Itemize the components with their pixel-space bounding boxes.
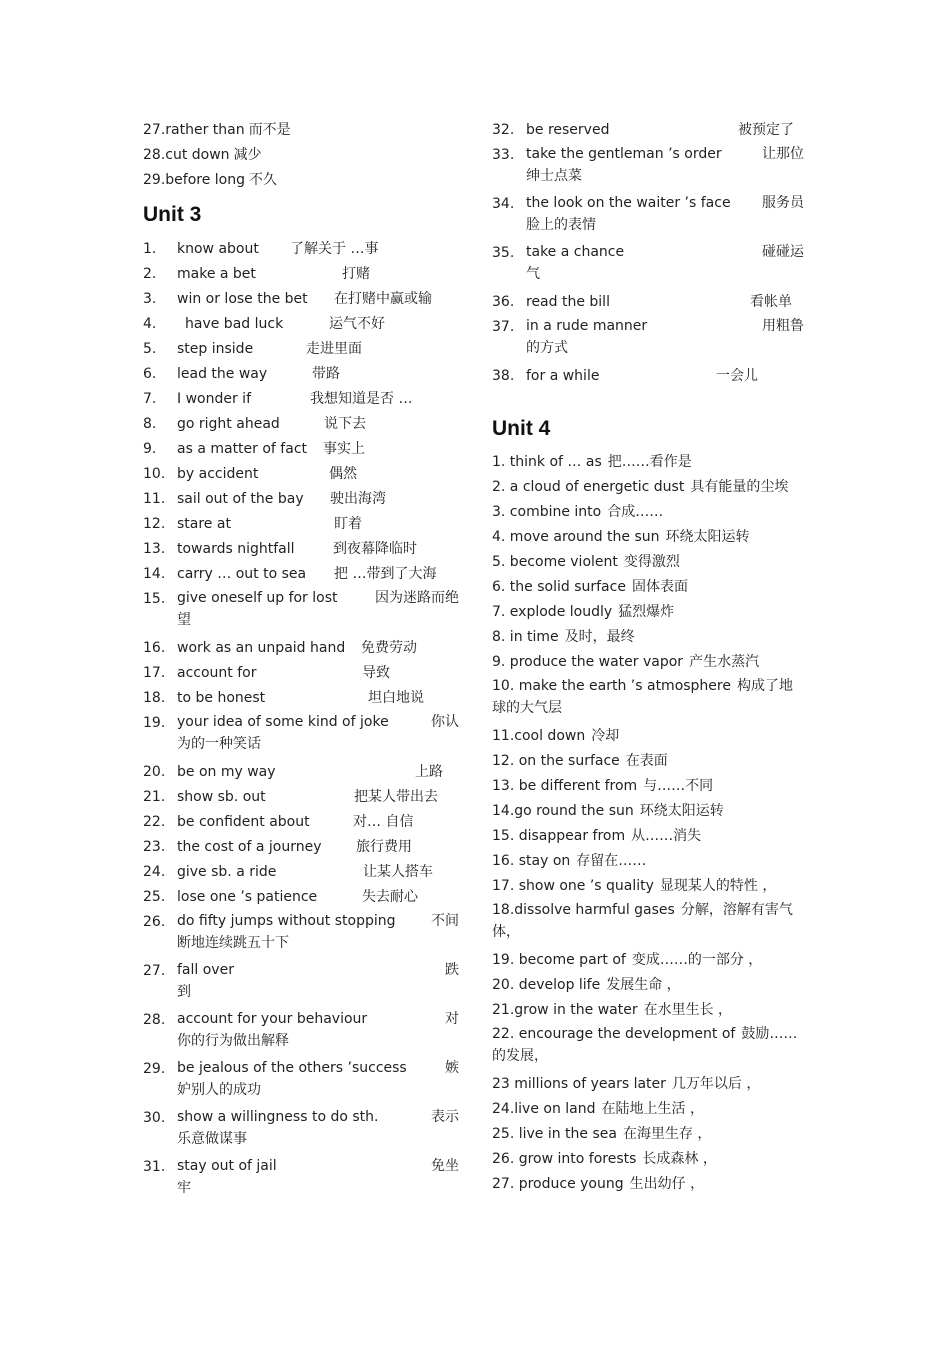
list-item: 15. disappear from 从……消失: [492, 828, 702, 844]
list-item: 9. produce the water vapor 产生水蒸汽: [492, 654, 760, 670]
list-item: 28. 对 account for your behaviour 你的行为做出解释: [143, 1011, 459, 1049]
list-item: 20. be on my way 上路: [143, 764, 443, 780]
list-item: 4. have bad luck 运气不好: [143, 316, 385, 332]
list-item: 16. work as an unpaid hand 免费劳动: [143, 640, 417, 656]
list-item: 21. show sb. out 把某人带出去: [143, 789, 438, 805]
list-item: 25. live in the sea 在海里生存 ，: [492, 1126, 712, 1142]
list-item: 11. sail out of the bay 驶出海湾: [143, 491, 386, 507]
list-item: 24. give sb. a ride 让某人搭车: [143, 864, 433, 880]
list-item: 10. make the earth ’s atmosphere 构成了地球的大气层: [492, 678, 793, 716]
list-item: 34. 服务员 the look on the waiter ’s face 脸上的表情: [492, 195, 804, 233]
list-item: 14. carry … out to sea 把 …带到了大海: [143, 566, 437, 582]
list-item: 6. the solid surface 固体表面: [492, 579, 688, 595]
list-item: 35. 碰碰运 take a chance 气: [492, 244, 804, 282]
list-item: 5. become violent 变得激烈: [492, 554, 680, 570]
list-item: 12. stare at 盯着: [143, 516, 362, 532]
list-item: 37. 用粗鲁 in a rude manner 的方式: [492, 318, 804, 356]
list-item: 7. explode loudly 猛烈爆炸: [492, 604, 675, 620]
list-item: 16. stay on 存留在……: [492, 853, 647, 869]
list-item: 36. read the bill 看帐单: [492, 294, 792, 310]
right-column: [492, 118, 804, 1197]
list-item: 3. win or lose the bet 在打赌中赢或输: [143, 291, 432, 307]
list-item: 1. think of … as 把……看作是: [492, 454, 692, 470]
left-column: [143, 118, 459, 1204]
list-item: 29.before long 不久: [143, 172, 277, 188]
list-item: 13. towards nightfall 到夜幕降临时: [143, 541, 417, 557]
list-item: 22. be confident about 对… 自信: [143, 814, 414, 830]
list-item: 15. 因为迷路而绝 give oneself up for lost 望: [143, 590, 459, 628]
list-item: 19. become part of 变成……的一部分 ，: [492, 952, 763, 968]
list-item: 31. 免坐 stay out of jail 牢: [143, 1158, 459, 1196]
list-item: 4. move around the sun 环绕太阳运转: [492, 529, 750, 545]
list-item: 23. the cost of a journey 旅行费用: [143, 839, 412, 855]
list-item: 2. a cloud of energetic dust 具有能量的尘埃: [492, 479, 789, 495]
list-item: 3. combine into 合成……: [492, 504, 664, 520]
list-item: 23 millions of years later 几万年以后 ，: [492, 1076, 761, 1092]
list-item: 27.rather than 而不是: [143, 122, 291, 138]
list-item: 18. to be honest 坦白地说: [143, 690, 424, 706]
list-item: 8. in time 及时，最终: [492, 629, 635, 645]
unit-4-heading: Unit 4: [492, 417, 551, 440]
list-item: 12. on the surface 在表面: [492, 753, 668, 769]
list-item: 24.live on land 在陆地上生活 ，: [492, 1101, 704, 1117]
list-item: 1. know about 了解关于 …事: [143, 241, 379, 257]
list-item: 26. 不间 do fifty jumps without stopping 断地连续跳五十下: [143, 913, 459, 951]
list-item: 17. account for 导致: [143, 665, 390, 681]
list-item: 8. go right ahead 说下去: [143, 416, 366, 432]
list-item: 28.cut down 减少: [143, 147, 262, 163]
list-item: 29. 嫉 be jealous of the others ’success 妒别人的成功: [143, 1060, 459, 1098]
list-item: 2. make a bet 打赌: [143, 266, 370, 282]
list-item: 19. 你认 your idea of some kind of joke 为的一种笑话: [143, 714, 459, 752]
list-item: 27. produce young 生出幼仔 ，: [492, 1176, 705, 1192]
list-item: 18.dissolve harmful gases 分解，溶解有害气体，: [492, 902, 793, 940]
list-item: 26. grow into forests 长成森林 ，: [492, 1151, 717, 1167]
list-item: 27. 跌 fall over 到: [143, 962, 459, 1000]
list-item: 9. as a matter of fact 事实上: [143, 441, 365, 457]
list-item: 21.grow in the water 在水里生长 ，: [492, 1002, 733, 1018]
list-item: 22. encourage the development of 鼓励……的发展，: [492, 1026, 798, 1064]
list-item: 38. for a while 一会儿: [492, 368, 758, 384]
list-item: 10. by accident 偶然: [143, 466, 357, 482]
list-item: 6. lead the way 带路: [143, 366, 340, 382]
list-item: 14.go round the sun 环绕太阳运转: [492, 803, 724, 819]
list-item: 5. step inside 走进里面: [143, 341, 362, 357]
unit-3-heading: Unit 3: [143, 203, 202, 226]
list-item: 25. lose one ’s patience 失去耐心: [143, 889, 418, 905]
list-item: 20. develop life 发展生命 ，: [492, 977, 681, 993]
list-item: 32. be reserved 被预定了: [492, 122, 794, 138]
list-item: 17. show one ’s quality 显现某人的特性 ，: [492, 878, 777, 894]
list-item: 7. I wonder if 我想知道是否 …: [143, 391, 413, 407]
list-item: 11.cool down 冷却: [492, 728, 620, 744]
list-item: 30. 表示 show a willingness to do sth. 乐意做谋事: [143, 1109, 459, 1147]
list-item: 33. 让那位 take the gentleman ’s order 绅士点菜: [492, 146, 804, 184]
list-item: 13. be different from 与……不同: [492, 778, 714, 794]
